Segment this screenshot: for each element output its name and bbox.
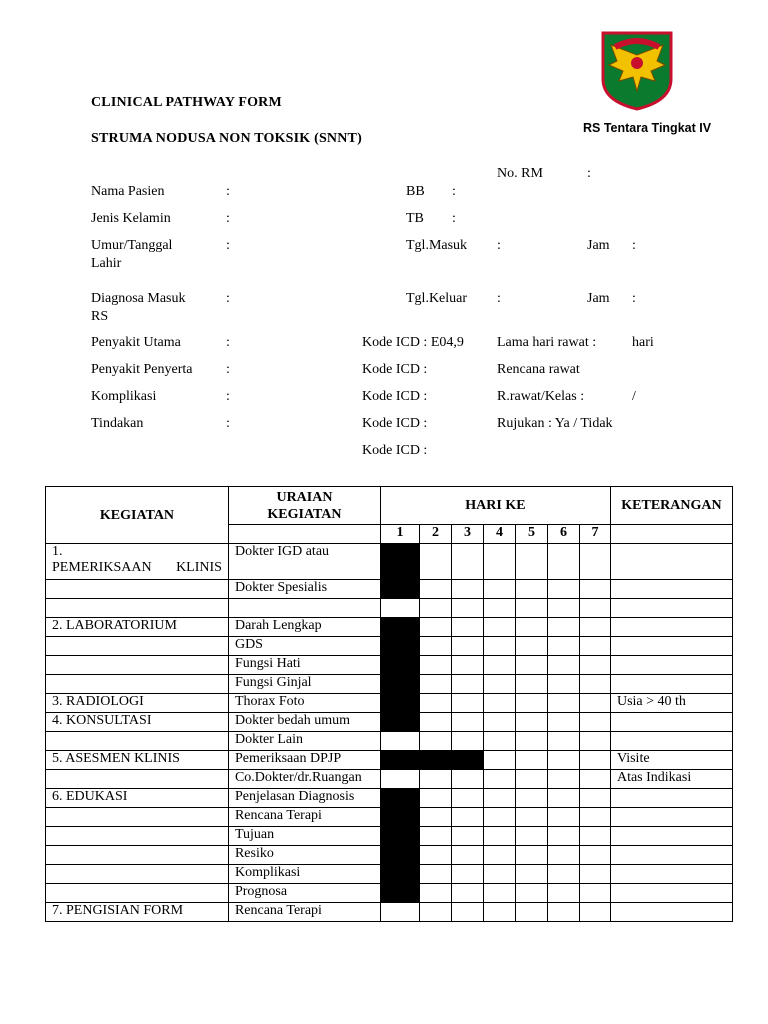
day-cell[interactable] [419, 544, 451, 580]
kode-icd-tindakan: Kode ICD : [362, 416, 428, 431]
day-cell[interactable] [579, 884, 610, 903]
header-kegiatan: KEGIATAN [46, 487, 229, 544]
hospital-name: RS Tentara Tingkat IV [583, 121, 712, 135]
jenis-kelamin-label: Jenis Kelamin [91, 211, 171, 226]
day-cell[interactable] [419, 884, 451, 903]
penyakit-utama-colon: : [226, 335, 230, 350]
day-cell[interactable] [451, 827, 483, 846]
day-cell-filled[interactable] [380, 865, 419, 884]
day-cell[interactable] [483, 694, 515, 713]
day-cell[interactable] [579, 580, 610, 599]
day-number: 6 [547, 525, 579, 544]
kegiatan-cell: 7. PENGISIAN FORM [46, 903, 229, 922]
day-cell[interactable] [515, 808, 547, 827]
day-cell[interactable] [483, 770, 515, 789]
day-number: 1 [380, 525, 419, 544]
day-cell[interactable] [483, 580, 515, 599]
uraian-cell: GDS [228, 637, 380, 656]
day-cell[interactable] [547, 770, 579, 789]
tgl-masuk-colon: : [497, 238, 501, 253]
day-cell[interactable] [419, 656, 451, 675]
day-cell[interactable] [483, 618, 515, 637]
day-cell[interactable] [483, 827, 515, 846]
day-cell-filled[interactable] [380, 789, 419, 808]
day-cell[interactable] [419, 599, 451, 618]
keterangan-cell [610, 713, 732, 732]
day-cell-filled[interactable] [380, 827, 419, 846]
rencana-rawat-label: Rencana rawat [497, 362, 580, 377]
table-row [46, 732, 733, 751]
header-keterangan-blank [610, 525, 732, 544]
day-cell-filled[interactable] [380, 656, 419, 675]
keterangan-cell [610, 903, 732, 922]
jam-keluar-label: Jam [587, 291, 610, 306]
keterangan-cell [610, 656, 732, 675]
day-cell[interactable] [483, 713, 515, 732]
nama-pasien-colon: : [226, 184, 230, 199]
day-cell[interactable] [451, 789, 483, 808]
jam-keluar-colon: : [632, 291, 636, 306]
day-cell[interactable] [483, 599, 515, 618]
day-cell[interactable] [419, 789, 451, 808]
day-cell[interactable] [547, 884, 579, 903]
uraian-cell: Co.Dokter/dr.Ruangan [228, 770, 380, 789]
day-cell[interactable] [515, 694, 547, 713]
kegiatan-cell [46, 808, 229, 827]
tgl-masuk-label: Tgl.Masuk [406, 238, 468, 253]
kegiatan-cell: 3. RADIOLOGI [46, 694, 229, 713]
day-cell[interactable] [547, 544, 579, 580]
day-cell[interactable] [419, 846, 451, 865]
kegiatan-cell: 4. KONSULTASI [46, 713, 229, 732]
penyakit-penyerta-label: Penyakit Penyerta [91, 362, 193, 377]
day-cell[interactable] [547, 599, 579, 618]
day-cell[interactable] [451, 580, 483, 599]
day-cell[interactable] [515, 865, 547, 884]
table-row [46, 675, 733, 694]
day-cell[interactable] [547, 694, 579, 713]
day-cell[interactable] [483, 637, 515, 656]
lama-hari-rawat-label: Lama hari rawat : [497, 335, 597, 350]
table-row [46, 846, 733, 865]
day-cell[interactable] [419, 618, 451, 637]
day-cell[interactable] [547, 580, 579, 599]
no-rm-colon: : [587, 166, 591, 181]
table-row [46, 789, 733, 808]
table-row [46, 599, 733, 618]
day-cell[interactable] [515, 884, 547, 903]
kegiatan-cell: 6. EDUKASI [46, 789, 229, 808]
bb-label: BB [406, 184, 425, 199]
uraian-cell: Rencana Terapi [228, 903, 380, 922]
uraian-cell: Tujuan [228, 827, 380, 846]
day-cell-filled[interactable] [380, 675, 419, 694]
uraian-cell: Dokter Spesialis [228, 580, 380, 599]
penyakit-utama-label: Penyakit Utama [91, 335, 181, 350]
day-cell[interactable] [515, 827, 547, 846]
kegiatan-cell [46, 580, 229, 599]
day-cell-filled[interactable] [380, 618, 419, 637]
day-cell[interactable] [547, 827, 579, 846]
header-uraian-blank [228, 525, 380, 544]
r-rawat-kelas-label: R.rawat/Kelas : [497, 389, 585, 404]
kegiatan-cell [46, 732, 229, 751]
day-cell[interactable] [579, 789, 610, 808]
day-cell[interactable] [579, 618, 610, 637]
diagnosa-masuk-label: Diagnosa Masuk [91, 291, 186, 306]
tgl-keluar-label: Tgl.Keluar [406, 291, 468, 306]
day-cell[interactable] [483, 846, 515, 865]
day-cell[interactable] [451, 865, 483, 884]
day-cell[interactable] [515, 846, 547, 865]
day-cell-filled[interactable] [380, 694, 419, 713]
tindakan-colon: : [226, 416, 230, 431]
day-cell[interactable] [451, 808, 483, 827]
rujukan-label: Rujukan : Ya / Tidak [497, 416, 613, 431]
uraian-cell: Rencana Terapi [228, 808, 380, 827]
keterangan-cell [610, 732, 732, 751]
day-cell[interactable] [483, 751, 515, 770]
day-cell[interactable] [579, 846, 610, 865]
table-row [46, 656, 733, 675]
form-title: CLINICAL PATHWAY FORM [91, 95, 282, 110]
day-cell[interactable] [419, 713, 451, 732]
day-number: 3 [451, 525, 483, 544]
table-row [46, 618, 733, 637]
uraian-cell: Dokter Lain [228, 732, 380, 751]
day-number: 4 [483, 525, 515, 544]
clinical-pathway-body [46, 544, 733, 922]
day-number: 5 [515, 525, 547, 544]
kegiatan-cell [46, 770, 229, 789]
kode-icd-extra: Kode ICD : [362, 443, 428, 458]
day-cell[interactable] [515, 599, 547, 618]
day-cell[interactable] [515, 675, 547, 694]
kode-icd-komplikasi: Kode ICD : [362, 389, 428, 404]
day-cell-filled[interactable] [451, 751, 483, 770]
day-cell[interactable] [547, 675, 579, 694]
day-cell[interactable] [451, 656, 483, 675]
header-keterangan: KETERANGAN [610, 487, 732, 525]
komplikasi-label: Komplikasi [91, 389, 157, 404]
day-cell[interactable] [579, 751, 610, 770]
day-cell[interactable] [451, 544, 483, 580]
day-cell[interactable] [419, 732, 451, 751]
day-cell[interactable] [419, 770, 451, 789]
day-cell[interactable] [483, 544, 515, 580]
day-cell[interactable] [547, 637, 579, 656]
nama-pasien-label: Nama Pasien [91, 184, 165, 199]
day-cell[interactable] [579, 713, 610, 732]
day-cell[interactable] [483, 865, 515, 884]
day-cell[interactable] [579, 827, 610, 846]
hospital-logo-emblem [601, 31, 673, 111]
day-cell[interactable] [483, 903, 515, 922]
uraian-cell: Resiko [228, 846, 380, 865]
day-cell[interactable] [579, 656, 610, 675]
day-cell[interactable] [515, 903, 547, 922]
day-cell-filled[interactable] [380, 846, 419, 865]
day-cell[interactable] [579, 808, 610, 827]
tindakan-label: Tindakan [91, 416, 144, 431]
day-cell[interactable] [483, 808, 515, 827]
day-cell-filled[interactable] [380, 751, 419, 770]
uraian-cell: Dokter IGD atau [228, 544, 380, 580]
table-row [46, 694, 733, 713]
day-cell[interactable] [419, 808, 451, 827]
uraian-cell: Pemeriksaan DPJP [228, 751, 380, 770]
keterangan-cell [610, 675, 732, 694]
day-cell[interactable] [579, 732, 610, 751]
day-cell[interactable] [380, 732, 419, 751]
table-row [46, 903, 733, 922]
day-cell-filled[interactable] [380, 713, 419, 732]
day-cell[interactable] [380, 903, 419, 922]
day-cell[interactable] [419, 637, 451, 656]
day-cell[interactable] [515, 544, 547, 580]
jenis-kelamin-colon: : [226, 211, 230, 226]
kegiatan-cell [46, 865, 229, 884]
keterangan-cell: Atas Indikasi [610, 770, 732, 789]
form-subtitle: STRUMA NODUSA NON TOKSIK (SNNT) [91, 131, 362, 146]
day-cell[interactable] [380, 599, 419, 618]
uraian-cell: Darah Lengkap [228, 618, 380, 637]
day-cell-filled[interactable] [380, 580, 419, 599]
uraian-cell: Penjelasan Diagnosis [228, 789, 380, 808]
day-cell[interactable] [579, 903, 610, 922]
uraian-cell: Thorax Foto [228, 694, 380, 713]
table-row [46, 751, 733, 770]
day-cell-filled[interactable] [380, 808, 419, 827]
day-cell[interactable] [419, 865, 451, 884]
day-cell[interactable] [380, 770, 419, 789]
day-cell[interactable] [515, 637, 547, 656]
day-cell[interactable] [515, 656, 547, 675]
tb-colon: : [452, 211, 456, 226]
day-cell[interactable] [483, 884, 515, 903]
day-cell[interactable] [483, 656, 515, 675]
uraian-cell: Komplikasi [228, 865, 380, 884]
keterangan-cell [610, 599, 732, 618]
day-cell[interactable] [419, 694, 451, 713]
tb-label: TB [406, 211, 424, 226]
day-cell[interactable] [515, 713, 547, 732]
day-cell[interactable] [515, 580, 547, 599]
keterangan-cell [610, 618, 732, 637]
day-cell[interactable] [579, 694, 610, 713]
keterangan-cell [610, 808, 732, 827]
day-cell[interactable] [547, 751, 579, 770]
jam-masuk-colon: : [632, 238, 636, 253]
day-cell[interactable] [515, 732, 547, 751]
day-cell[interactable] [451, 675, 483, 694]
day-cell-filled[interactable] [419, 751, 451, 770]
day-cell[interactable] [579, 637, 610, 656]
day-cell[interactable] [547, 656, 579, 675]
day-cell[interactable] [547, 808, 579, 827]
day-cell[interactable] [515, 770, 547, 789]
day-cell[interactable] [579, 675, 610, 694]
keterangan-cell [610, 846, 732, 865]
bb-colon: : [452, 184, 456, 199]
uraian-cell: Fungsi Hati [228, 656, 380, 675]
no-rm-label: No. RM [497, 166, 543, 181]
day-cell[interactable] [579, 599, 610, 618]
day-cell[interactable] [547, 865, 579, 884]
day-cell[interactable] [547, 713, 579, 732]
day-cell[interactable] [419, 903, 451, 922]
keterangan-cell: Visite [610, 751, 732, 770]
day-cell[interactable] [483, 789, 515, 808]
day-cell[interactable] [451, 732, 483, 751]
kegiatan-cell: 5. ASESMEN KLINIS [46, 751, 229, 770]
day-cell[interactable] [547, 618, 579, 637]
day-cell[interactable] [451, 903, 483, 922]
day-cell[interactable] [419, 580, 451, 599]
rs-label: RS [91, 309, 109, 324]
day-cell[interactable] [451, 884, 483, 903]
table-row [46, 580, 733, 599]
day-cell[interactable] [419, 827, 451, 846]
table-row [46, 808, 733, 827]
tgl-keluar-colon: : [497, 291, 501, 306]
table-row [46, 865, 733, 884]
day-cell[interactable] [579, 544, 610, 580]
keterangan-cell [610, 637, 732, 656]
day-cell[interactable] [547, 903, 579, 922]
keterangan-cell [610, 544, 732, 580]
header-uraian: URAIAN KEGIATAN [228, 487, 380, 525]
table-row [46, 544, 733, 580]
day-cell-filled[interactable] [380, 637, 419, 656]
hari-label: hari [632, 335, 654, 350]
day-cell[interactable] [515, 618, 547, 637]
umur-colon: : [226, 238, 230, 253]
day-cell[interactable] [451, 637, 483, 656]
uraian-cell [228, 599, 380, 618]
table-row [46, 827, 733, 846]
day-cell-filled[interactable] [380, 884, 419, 903]
kegiatan-cell: 2. LABORATORIUM [46, 618, 229, 637]
kegiatan-cell [46, 846, 229, 865]
table-row [46, 637, 733, 656]
day-cell[interactable] [515, 789, 547, 808]
clinical-pathway-table [45, 486, 733, 922]
umur-tanggal-label: Umur/Tanggal [91, 238, 173, 253]
keterangan-cell [610, 789, 732, 808]
day-cell[interactable] [451, 694, 483, 713]
komplikasi-colon: : [226, 389, 230, 404]
header-hari-ke: HARI KE [380, 487, 610, 525]
day-number: 7 [579, 525, 610, 544]
table-row [46, 713, 733, 732]
keterangan-cell [610, 827, 732, 846]
kegiatan-cell [46, 637, 229, 656]
diagnosa-colon: : [226, 291, 230, 306]
lahir-label: Lahir [91, 256, 122, 271]
uraian-cell: Prognosa [228, 884, 380, 903]
keterangan-cell [610, 580, 732, 599]
day-cell[interactable] [547, 789, 579, 808]
kegiatan-cell [46, 599, 229, 618]
keterangan-cell [610, 884, 732, 903]
kegiatan-cell [46, 827, 229, 846]
day-cell[interactable] [451, 713, 483, 732]
uraian-cell: Dokter bedah umum [228, 713, 380, 732]
day-cell[interactable] [547, 732, 579, 751]
day-cell[interactable] [451, 770, 483, 789]
day-cell-filled[interactable] [380, 544, 419, 580]
day-cell[interactable] [451, 846, 483, 865]
kode-icd-utama: Kode ICD : E04,9 [362, 335, 464, 350]
day-cell[interactable] [483, 675, 515, 694]
day-cell[interactable] [579, 865, 610, 884]
day-cell[interactable] [419, 675, 451, 694]
table-row [46, 770, 733, 789]
kegiatan-cell: 1. PEMERIKSAAN KLINIS [46, 544, 229, 580]
kelas-slash: / [632, 389, 636, 404]
day-cell[interactable] [579, 770, 610, 789]
keterangan-cell: Usia > 40 th [610, 694, 732, 713]
day-cell[interactable] [451, 599, 483, 618]
kegiatan-cell [46, 884, 229, 903]
kegiatan-cell [46, 656, 229, 675]
day-cell[interactable] [547, 846, 579, 865]
keterangan-cell [610, 865, 732, 884]
day-cell[interactable] [515, 751, 547, 770]
day-cell[interactable] [483, 732, 515, 751]
day-cell[interactable] [451, 618, 483, 637]
jam-masuk-label: Jam [587, 238, 610, 253]
kode-icd-penyerta: Kode ICD : [362, 362, 428, 377]
day-number: 2 [419, 525, 451, 544]
kegiatan-cell [46, 675, 229, 694]
table-row [46, 884, 733, 903]
penyakit-penyerta-colon: : [226, 362, 230, 377]
uraian-cell: Fungsi Ginjal [228, 675, 380, 694]
